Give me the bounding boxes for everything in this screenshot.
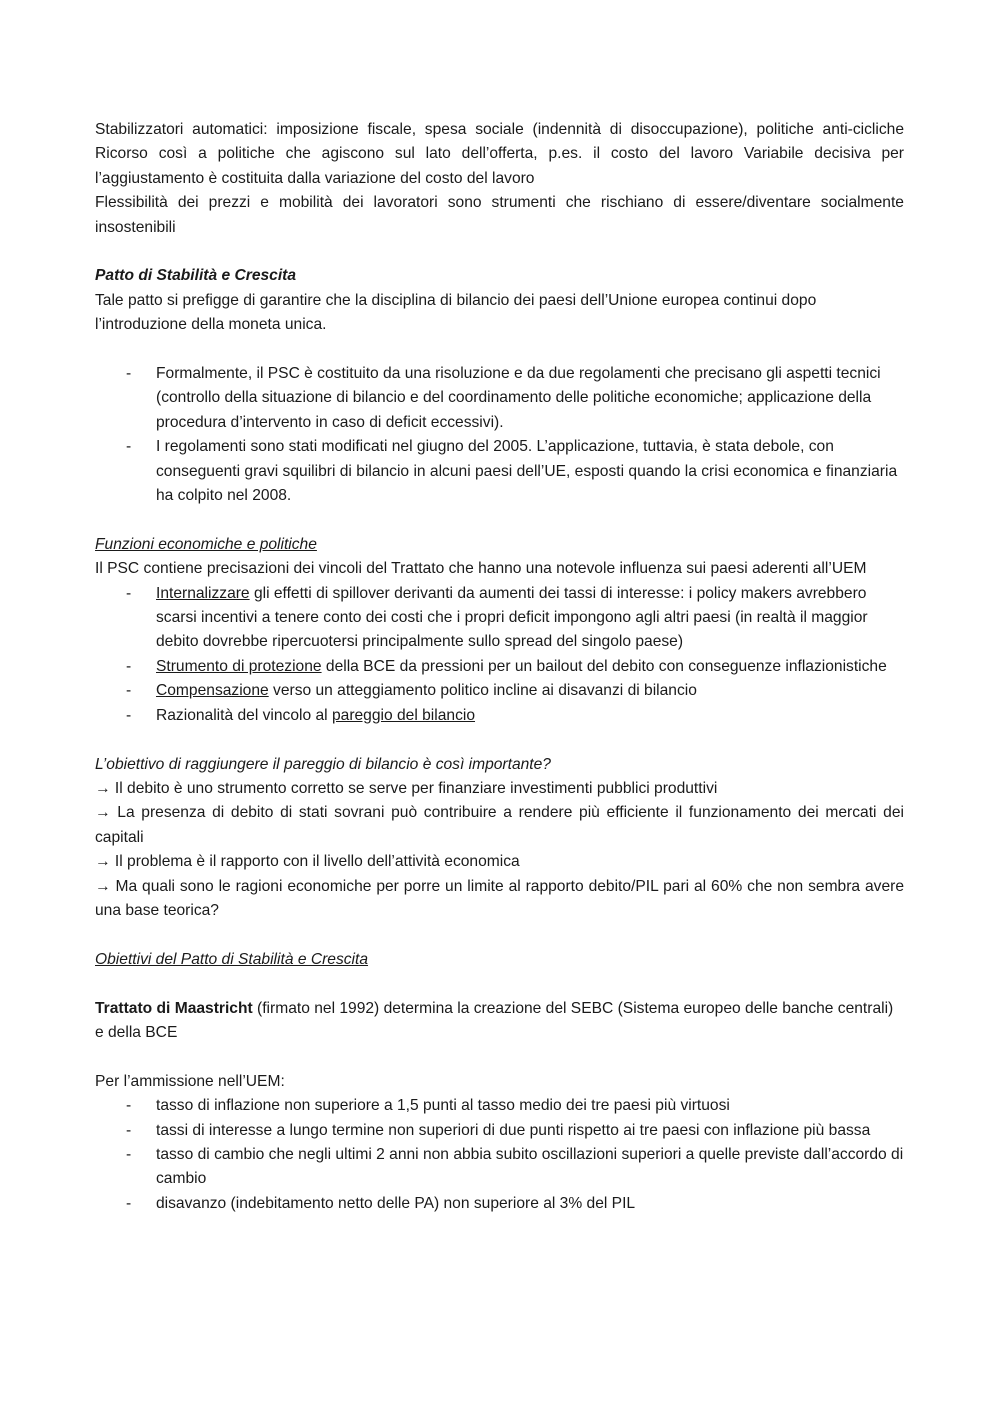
heading-obiettivi-patto: Obiettivi del Patto di Stabilità e Crescita — [95, 950, 369, 968]
list-item — [95, 679, 904, 703]
list-item: - I regolamenti sono stati modificati nel giugno del 2005. L’applicazione, tuttavia, è stata debole, con conseguenti gravi squilibri di bilancio in alcuni paesi dell’UE, esposti quando la crisi economica e finanziaria ha colpito nel 2008. — [95, 435, 904, 508]
arrow-line: → La presenza di debito di stati sovrani può contribuire a rendere più efficiente il funzionamento dei mercati dei capitali — [95, 804, 904, 846]
list-item — [95, 582, 904, 655]
item-text: gli effetti di spillover derivanti da aumenti dei tassi di interesse: i policy makers avrebbero scarsi incentivi a tenere conto dei costi che i propri deficit impongono agli altri paesi (in realtà il maggior debito dovrebbe ripercuotersi principalmente sullo spread del singolo paese) — [156, 584, 868, 651]
ammissione-list — [95, 1094, 904, 1216]
term-pareggio-bilancio: pareggio del bilancio — [331, 706, 476, 724]
maastricht-paragraph — [95, 997, 904, 1046]
item-text: verso un atteggiamento politico incline ai disavanzi di bilancio — [268, 682, 697, 700]
psc-intro-paragraph: Tale patto si prefigge di garantire che la disciplina di bilancio dei paesi dell’Unione europea continui dopo l’introduzione della moneta unica. — [95, 291, 817, 334]
maastricht-text: (firmato nel 1992) determina la creazione del SEBC (Sistema europeo delle banche centrali) e della BCE — [95, 999, 894, 1041]
term-internalizzare: Internalizzare — [156, 584, 250, 602]
term-compensazione: Compensazione — [156, 682, 269, 700]
heading-patto-stabilita: Patto di Stabilità e Crescita — [95, 267, 297, 285]
item-text: della BCE da pressioni per un bailout del debito con conseguenze inflazionistiche — [321, 657, 887, 675]
arrow-line: → Ma quali sono le ragioni economiche per porre un limite al rapporto debito/PIL pari al 60% che non sembra avere una base teorica? — [95, 877, 904, 919]
arrow-line: → Il problema è il rapporto con il livello dell’attività economica — [95, 853, 520, 871]
list-item: - tasso di cambio che negli ultimi 2 anni non abbia subito oscillazioni superiori a quelle previste dall’accordo di cambio — [95, 1143, 904, 1192]
list-item — [95, 704, 904, 728]
term-strumento-protezione: Strumento di protezione — [156, 657, 322, 675]
psc-list — [95, 362, 904, 508]
intro-paragraph-flessibilita: Flessibilità dei prezzi e mobilità dei lavoratori sono strumenti che rischiano di essere/diventare socialmente insostenibili — [95, 194, 904, 236]
list-item — [95, 655, 904, 679]
funzioni-intro-paragraph: Il PSC contiene precisazioni dei vincoli del Trattato che hanno una notevole influenza sui paesi aderenti all’UEM — [95, 560, 867, 578]
list-item: - Formalmente, il PSC è costituito da una risoluzione e da due regolamenti che precisano gli aspetti tecnici (controllo della situazione di bilancio e del coordinamento delle politiche economiche; applicazione della procedura d’intervento in caso di deficit eccessivi). — [95, 362, 904, 435]
item-text: Razionalità del vincolo al — [156, 706, 332, 724]
intro-paragraph-stabilizzatori: Stabilizzatori automatici: imposizione fiscale, spesa sociale (indennità di disoccupazione), politiche anti-cicliche Ricorso così a politiche che agiscono sul lato dell’offerta, p.es. il costo del lavoro Variabile decisiva per l’aggiustamento è costituita dalla variazione del costo del lavoro — [95, 121, 904, 187]
list-item: - tasso di inflazione non superiore a 1,5 punti al tasso medio dei tre paesi più virtuosi — [95, 1094, 904, 1118]
heading-funzioni-economiche: Funzioni economiche e politiche — [95, 535, 317, 553]
ammissione-intro: Per l’ammissione nell’UEM: — [95, 1072, 285, 1090]
term-trattato-maastricht: Trattato di Maastricht — [95, 999, 253, 1017]
question-obiettivo-pareggio: L’obiettivo di raggiungere il pareggio di bilancio è così importante? — [95, 755, 551, 773]
funzioni-list — [95, 582, 904, 728]
arrow-line: → Il debito è uno strumento corretto se serve per finanziare investimenti pubblici produttivi — [95, 779, 718, 797]
list-item: - tassi di interesse a lungo termine non superiori di due punti rispetto ai tre paesi con inflazione più bassa — [95, 1119, 904, 1143]
list-item: - disavanzo (indebitamento netto delle PA) non superiore al 3% del PIL — [95, 1192, 904, 1216]
